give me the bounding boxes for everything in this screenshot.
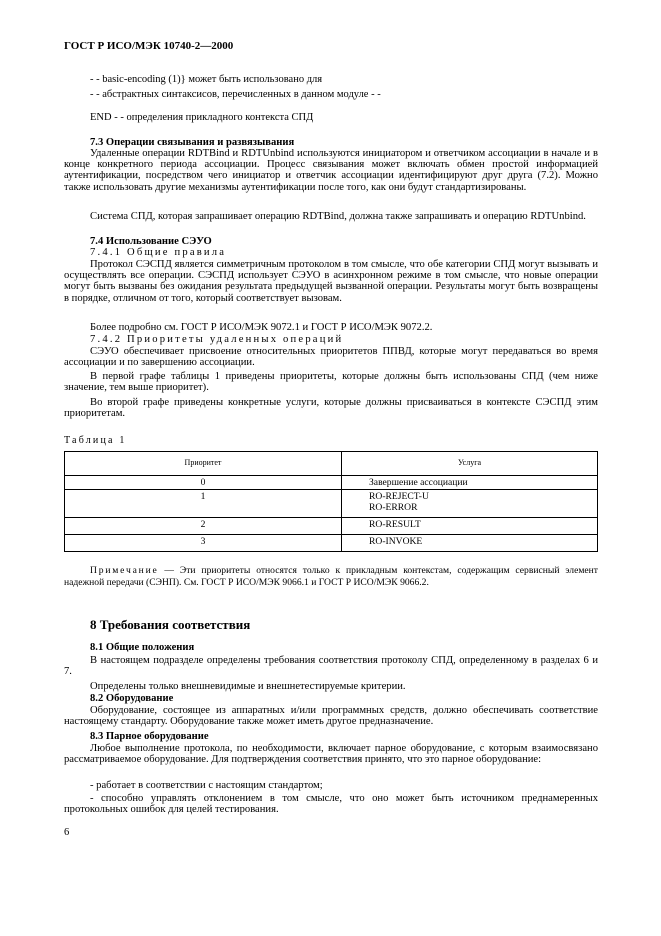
priority-cell: 0 xyxy=(65,476,342,490)
paragraph: Протокол СЭСПД является симметричным протоколом в том смысле, что обе категории СПД могут вызывать и осуществлять все операции. СЭСПД использует СЭУО в асинхронном режиме в том смысле, что новые операции могут быть вызваны без ожидания результата предыдущей вызванной операции. Результаты могут быть возвращены в порядке, отличном от того, который соответствует вызовам. xyxy=(64,259,598,304)
document-header: ГОСТ Р ИСО/МЭК 10740-2—2000 xyxy=(64,40,234,52)
page-number: 6 xyxy=(64,827,70,838)
priority-cell: 3 xyxy=(65,535,342,552)
table-row xyxy=(65,490,598,518)
paragraph: Любое выполнение протокола, по необходимости, включает парное оборудование, с которым взаимосвязано рассматриваемое оборудование. Для подтверждения соответствия принято, что это парное оборудование: xyxy=(64,743,598,766)
paragraph: Более подробно см. ГОСТ Р ИСО/МЭК 9072.1 и ГОСТ Р ИСО/МЭК 9072.2. xyxy=(90,322,433,333)
list-item: - способно управлять отклонением в том смысле, что оно может быть источником преднамеренных протокольных ошибок для целей тестирования. xyxy=(64,793,598,816)
table-row xyxy=(65,535,598,552)
section-8-1-heading: 8.1 Общие положения xyxy=(90,642,195,653)
paragraph: Удаленные операции RDTBind и RDTUnbind используются инициатором и ответчиком ассоциации в начале и в конце конкретного периода ассоциации. Процесс связывания может включать обмен простой информацией аутентификации, посредством чего инициатор и ответчик ассоциации идентифицируют друг друга (7.2). Можно также использовать другие механизмы аутентификации после того, как они будут стандартизированы. xyxy=(64,148,598,193)
table-row xyxy=(65,476,598,490)
paragraph: Оборудование, состоящее из аппаратных и/или программных средств, должно обеспечивать соответствие настоящему стандарту. Оборудование также может иметь другое предназначение. xyxy=(64,705,598,728)
section-7-4-heading: 7.4 Использование СЭУО xyxy=(90,236,212,247)
list-item: - работает в соответствии с настоящим стандартом; xyxy=(90,780,323,791)
section-7-3-heading: 7.3 Операции связывания и развязывания xyxy=(90,137,295,148)
code-line: - - basic-encoding (1)} может быть использовано для xyxy=(90,74,323,85)
column-header-service: Услуга xyxy=(342,452,598,476)
service-cell: RO-RESULT xyxy=(342,518,598,535)
paragraph: СЭУО обеспечивает присвоение относительных приоритетов ППВД, которые могут передаваться во время ассоциации и по завершению ассоциации. xyxy=(64,346,598,369)
section-8-2-heading: 8.2 Оборудование xyxy=(90,693,174,704)
paragraph: Во второй графе приведены конкретные услуги, которые должны присваиваться в контексте СЭСПД этим приоритетам. xyxy=(64,397,598,420)
note-label: Примечание xyxy=(90,565,159,576)
service-cell: Завершение ассоциации xyxy=(342,476,598,490)
subsection-7-4-1-heading: 7.4.1 Общие правила xyxy=(90,247,227,258)
table-note xyxy=(64,565,598,588)
paragraph: Определены только внешневидимые и внешнетестируемые критерии. xyxy=(90,681,406,692)
section-8-3-heading: 8.3 Парное оборудование xyxy=(90,731,209,742)
table-header-row xyxy=(65,452,598,476)
code-line: END - - определения прикладного контекста СПД xyxy=(90,112,314,123)
subsection-7-4-2-heading: 7.4.2 Приоритеты удаленных операций xyxy=(90,334,344,345)
priority-cell: 1 xyxy=(65,490,342,518)
service-cell: RO-INVOKE xyxy=(342,535,598,552)
table-row xyxy=(65,518,598,535)
section-8-heading: 8 Требования соответствия xyxy=(90,617,251,632)
priority-table xyxy=(64,451,598,552)
column-header-priority: Приоритет xyxy=(65,452,342,476)
note-text: — Эти приоритеты относятся только к прикладным контекстам, содержащим сервисный элемент надежной передачи (СЭНП). См. ГОСТ Р ИСО/МЭК 9066.1 и ГОСТ Р ИСО/МЭК 9066.2. xyxy=(64,565,598,588)
paragraph: В первой графе таблицы 1 приведены приоритеты, которые должны быть использованы СПД (чем ниже значение, тем выше приоритет). xyxy=(64,371,598,394)
service-cell: RO-REJECT-U RO-ERROR xyxy=(342,490,598,518)
table-caption: Таблица 1 xyxy=(64,435,127,446)
paragraph: Система СПД, которая запрашивает операцию RDTBind, должна также запрашивать и операцию RDTUnbind. xyxy=(90,211,586,222)
priority-cell: 2 xyxy=(65,518,342,535)
code-line: - - абстрактных синтаксисов, перечисленных в данном модуле - - xyxy=(90,89,381,100)
paragraph: В настоящем подразделе определены требования соответствия протоколу СПД, определенному в разделах 6 и 7. xyxy=(64,655,598,678)
